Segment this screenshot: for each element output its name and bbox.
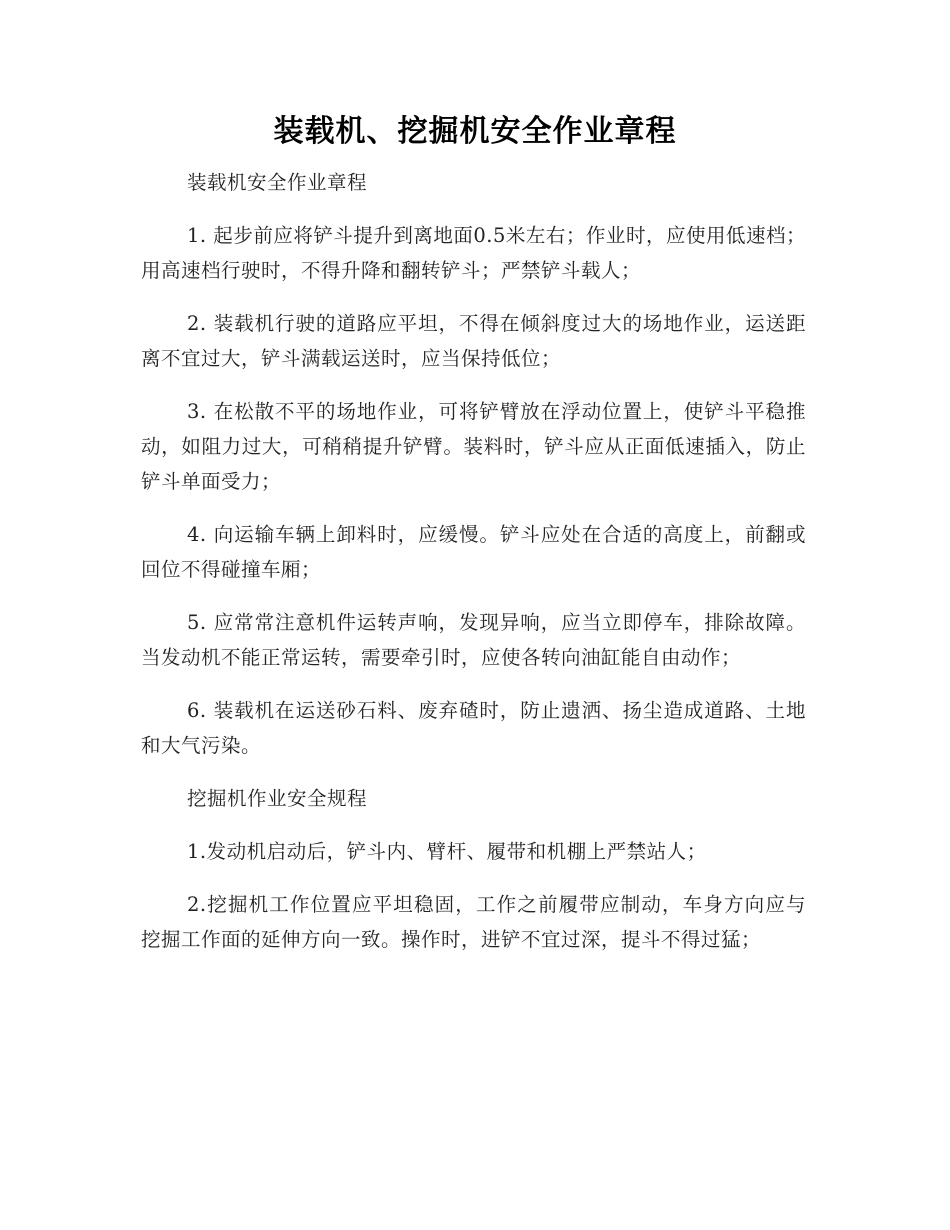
section-heading-excavator: 挖掘机作业安全规程 bbox=[187, 787, 368, 810]
loader-rule-5: 5. 应常常注意机件运转声响，发现异响，应当立即停车，排除故障。当发动机不能正常运转，需要牵引时，应使各转向油缸能自由动作； bbox=[141, 611, 806, 669]
section-heading-loader: 装载机安全作业章程 bbox=[187, 171, 368, 194]
document-body bbox=[141, 165, 806, 975]
document-title: 装载机、挖掘机安全作业章程 bbox=[273, 114, 677, 149]
loader-rule-6: 6. 装载机在运送砂石料、废弃碴时，防止遗洒、扬尘造成道路、土地和大气污染。 bbox=[141, 699, 806, 757]
excavator-rule-1: 1.发动机启动后，铲斗内、臂杆、履带和机棚上严禁站人； bbox=[187, 840, 707, 863]
loader-rule-4: 4. 向运输车辆上卸料时，应缓慢。铲斗应处在合适的高度上，前翻或回位不得碰撞车厢； bbox=[141, 523, 806, 581]
loader-rule-2: 2. 装载机行驶的道路应平坦，不得在倾斜度过大的场地作业，运送距离不宜过大，铲斗满载运送时，应当保持低位； bbox=[141, 312, 806, 370]
loader-rule-1: 1. 起步前应将铲斗提升到离地面0.5米左右；作业时，应使用低速档；用高速档行驶时，不得升降和翻转铲斗；严禁铲斗载人； bbox=[141, 224, 806, 282]
loader-rule-3: 3. 在松散不平的场地作业，可将铲臂放在浮动位置上，使铲斗平稳推动，如阻力过大，可稍稍提升铲臂。装料时，铲斗应从正面低速插入，防止铲斗单面受力； bbox=[141, 400, 806, 493]
excavator-rule-2: 2.挖掘机工作位置应平坦稳固，工作之前履带应制动，车身方向应与挖掘工作面的延伸方向一致。操作时，进铲不宜过深，提斗不得过猛； bbox=[141, 893, 806, 951]
